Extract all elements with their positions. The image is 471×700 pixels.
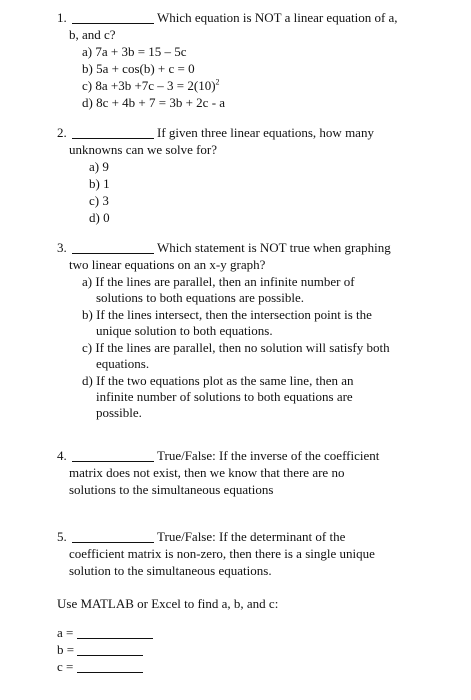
question-3-option-d-line-3: possible. (96, 405, 142, 420)
question-3-option-b-line-2: unique solution to both equations. (96, 323, 273, 338)
question-5-answer-blank[interactable] (72, 531, 154, 543)
question-3-option-c-line-1: c) If the lines are parallel, then no solution will satisfy both (82, 340, 390, 355)
question-2-option-d: d) 0 (89, 210, 110, 225)
answer-a-blank[interactable] (77, 627, 153, 639)
question-5-text-line-1: True/False: If the determinant of the (157, 529, 346, 544)
question-1-text-line-2: b, and c? (69, 27, 116, 42)
question-4-text-line-3: solutions to the simultaneous equations (69, 482, 274, 497)
question-4-number: 4. (57, 448, 67, 463)
question-1-option-d: d) 8c + 4b + 7 = 3b + 2c - a (82, 95, 226, 110)
question-3-option-d-line-1: d) If the two equations plot as the same line, then an (82, 373, 354, 388)
question-1-option-c-exponent: 2 (215, 77, 220, 87)
question-3-number: 3. (57, 240, 67, 255)
question-3-option-d-line-2: infinite number of solutions to both equations are (96, 389, 353, 404)
question-5-text-line-2: coefficient matrix is non-zero, then there is a single unique (69, 546, 375, 561)
question-1-number: 1. (57, 10, 67, 25)
answer-c-blank[interactable] (77, 661, 143, 673)
question-3-option-a-line-1: a) If the lines are parallel, then an infinite number of (82, 274, 355, 289)
question-3-text-line-2: two linear equations on an x-y graph? (69, 257, 266, 272)
question-3-answer-blank[interactable] (72, 242, 154, 254)
question-2-answer-blank[interactable] (72, 127, 154, 139)
question-2-option-b: b) 1 (89, 176, 110, 191)
question-3-option-a-line-2: solutions to both equations are possible. (96, 290, 304, 305)
answer-b-label: b = (57, 642, 75, 657)
question-5-number: 5. (57, 529, 67, 544)
question-4-text-line-2: matrix does not exist, then we know that there are no (69, 465, 345, 480)
question-5-text-line-3: solution to the simultaneous equations. (69, 563, 272, 578)
question-3-text-line-1: Which statement is NOT true when graphing (157, 240, 391, 255)
question-1-text-line-1: Which equation is NOT a linear equation of a, (157, 10, 398, 25)
question-4-text-line-1: True/False: If the inverse of the coefficient (157, 448, 380, 463)
question-2-text-line-2: unknowns can we solve for? (69, 142, 218, 157)
question-2-text-line-1: If given three linear equations, how many (157, 125, 374, 140)
question-1-option-a: a) 7a + 3b = 15 – 5c (82, 44, 187, 59)
question-3-option-c-line-2: equations. (96, 356, 150, 371)
question-3-option-b-line-1: b) If the lines intersect, then the intersection point is the (82, 307, 372, 322)
question-1-option-c-text: c) 8a +3b +7c – 3 = 2(10) (82, 78, 216, 93)
question-1-option-c (82, 78, 220, 94)
question-2-number: 2. (57, 125, 67, 140)
answer-a-label: a = (57, 625, 74, 640)
question-2-option-a: a) 9 (89, 159, 109, 174)
question-1-option-b: b) 5a + cos(b) + c = 0 (82, 61, 195, 76)
matlab-instruction: Use MATLAB or Excel to find a, b, and c: (57, 596, 279, 611)
answer-b-blank[interactable] (77, 644, 143, 656)
question-1-answer-blank[interactable] (72, 12, 154, 24)
question-2-option-c: c) 3 (89, 193, 109, 208)
answer-c-label: c = (57, 659, 74, 674)
question-4-answer-blank[interactable] (72, 450, 154, 462)
